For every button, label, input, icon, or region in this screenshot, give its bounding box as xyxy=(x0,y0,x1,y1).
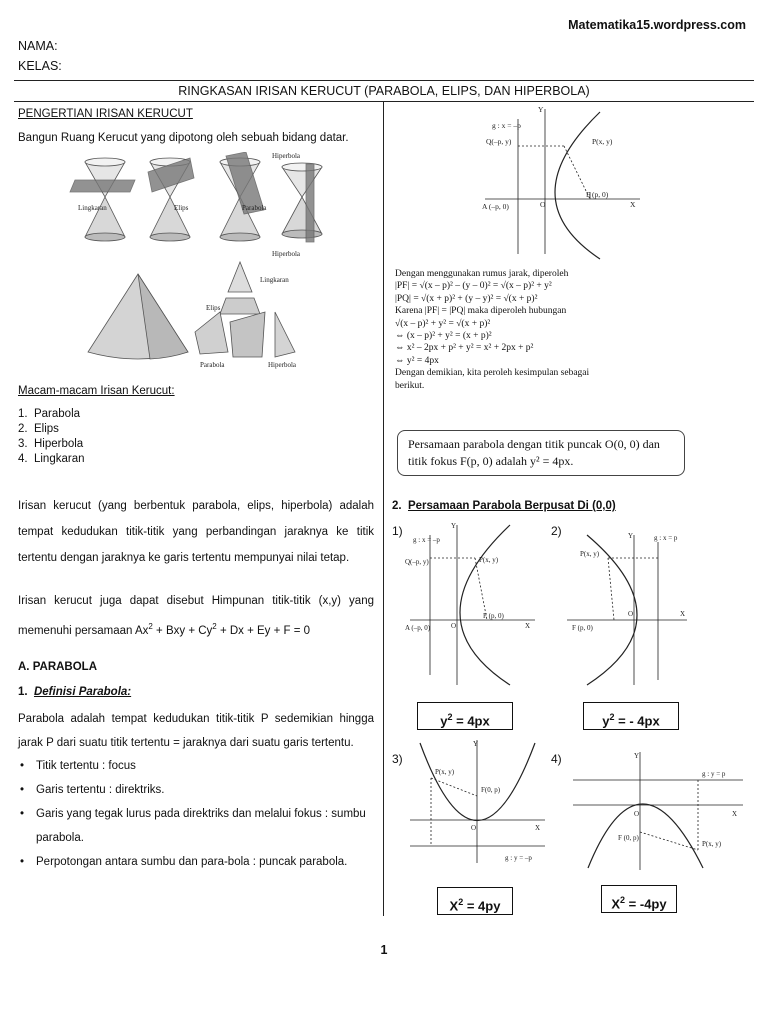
definisi-bullets xyxy=(18,754,374,874)
svg-text:Y: Y xyxy=(538,105,544,114)
page-title: RINGKASAN IRISAN KERUCUT (PARABOLA, ELIPS, DAN HIPERBOLA) xyxy=(14,80,754,102)
svg-text:Y: Y xyxy=(473,740,479,748)
label-lingkaran: Lingkaran xyxy=(78,204,107,212)
fig-1-graph xyxy=(405,520,545,690)
fig-2-number: 2) xyxy=(551,524,562,538)
svg-text:O: O xyxy=(471,824,477,832)
svg-text:A (–p, 0): A (–p, 0) xyxy=(405,624,431,632)
list-item: • Titik tertentu : focus xyxy=(18,754,374,778)
svg-text:F (0, p): F (0, p) xyxy=(618,834,639,842)
list-item: • Garis tertentu : direktriks. xyxy=(18,778,374,802)
page-number: 1 xyxy=(380,943,388,957)
svg-text:P(x, y): P(x, y) xyxy=(702,840,722,848)
definisi-text: Parabola adalah tempat kedudukan titik-titik P sedemikian hingga jarak P dari suatu titik tertentu = jaraknya dari suatu garis tertentu. xyxy=(18,713,374,749)
main-parabola-graph xyxy=(480,104,648,264)
definition-paragraph: Irisan kerucut (yang berbentuk parabola, elips, hiperbola) adalah tempat kedudukan titik-titik yang perbandingan jaraknya ke titik tertentu dengan jaraknya ke garis tertentu mempunyai nilai tetap. xyxy=(18,500,374,564)
section-2-heading: 2. Persamaan Parabola Berpusat Di (0,0) xyxy=(392,500,616,512)
kelas-label: KELAS: xyxy=(18,59,62,73)
equation-box-3: $X^2 = 4py$ xyxy=(437,887,513,915)
svg-text:P(x, y): P(x, y) xyxy=(435,768,455,776)
list-item: 4. Lingkaran xyxy=(18,453,85,465)
definisi-heading: 1. Definisi Parabola: xyxy=(18,686,132,698)
svg-text:X: X xyxy=(630,200,636,209)
equation-box-2: $y^2$ = - 4px xyxy=(583,702,679,730)
section-a-heading: A. PARABOLA xyxy=(18,661,98,673)
svg-text:A (–p, 0): A (–p, 0) xyxy=(482,202,509,211)
svg-text:Y: Y xyxy=(634,752,640,760)
list-item: 3. Hiperbola xyxy=(18,438,84,450)
label-parabola: Parabola xyxy=(242,204,267,212)
pengertian-heading: PENGERTIAN IRISAN KERUCUT xyxy=(18,108,193,120)
list-item: • Perpotongan antara sumbu dan para-bola : puncak parabola. xyxy=(18,850,374,874)
svg-text:g : x = –p: g : x = –p xyxy=(413,536,440,544)
svg-text:g : x = –p: g : x = –p xyxy=(492,121,521,130)
equation-box-1: $y^2 = 4px$ xyxy=(417,702,513,730)
label-lingkaran-2: Lingkaran xyxy=(260,276,289,284)
fig-3-number: 3) xyxy=(392,752,403,766)
fig-4-graph xyxy=(568,750,748,875)
derivation-text: Dengan menggunakan rumus jarak, diperoleh |PF| = √(x – p)² – (y – 0)² = √(x – p)² + y² |PQ| = √(x + p)² + (y – y)² = √(x + p)² Karena |PF| = |PQ| maka diperoleh hubungan √(x – p)² + y² = √(x + p)² ⇔ (x – p)² + y² = (x + p)² ⇔ x² – 2px + p² + y² = x² + 2px + p² ⇔ y² = 4px Dengan demikian, kita peroleh kesimpulan sebagai berikut. xyxy=(395,269,590,391)
svg-text:X: X xyxy=(525,622,531,630)
label-parabola-2: Parabola xyxy=(200,361,225,369)
svg-text:F (p, 0): F (p, 0) xyxy=(586,190,609,199)
svg-text:O: O xyxy=(628,610,634,618)
list-item: 2. Elips xyxy=(18,423,59,435)
svg-text:O: O xyxy=(634,810,640,818)
site-url: Matematika15.wordpress.com xyxy=(568,18,746,32)
column-divider xyxy=(383,101,384,916)
macam-list xyxy=(18,407,374,467)
svg-text:g : x = p: g : x = p xyxy=(654,534,678,542)
svg-text:P(x, y): P(x, y) xyxy=(592,137,613,146)
svg-text:g : y = p: g : y = p xyxy=(702,770,726,778)
label-hiperbola-2: Hiperbola xyxy=(268,361,296,369)
conclusion-box: Persamaan parabola dengan titik puncak O(0, 0) dan titik fokus F(p, 0) adalah y² = 4px. xyxy=(397,430,685,476)
list-item: 1. Parabola xyxy=(18,408,81,420)
equation-paragraph: Irisan kerucut juga dapat disebut Himpunan titik-titik (x,y) yang memenuhi persamaan $Ax^2$ + Bxy + $Cy^2 + Dx + Ey + F = 0$ xyxy=(18,595,374,637)
svg-text:Q(–p, y): Q(–p, y) xyxy=(405,558,429,566)
svg-text:g : y = –p: g : y = –p xyxy=(505,854,532,862)
svg-text:Y: Y xyxy=(628,532,634,540)
svg-text:P(x, y): P(x, y) xyxy=(580,550,600,558)
svg-text:F (p, 0): F (p, 0) xyxy=(483,612,504,620)
equation-box-4: $X^2 = -4py$ xyxy=(601,885,677,913)
svg-text:X: X xyxy=(732,810,738,818)
svg-text:O: O xyxy=(540,200,546,209)
svg-text:X: X xyxy=(535,824,541,832)
label-hiperbola-bottom: Hiperbola xyxy=(272,250,300,258)
cone-sections-figure xyxy=(50,152,340,374)
svg-text:O: O xyxy=(451,622,457,630)
svg-text:F (p, 0): F (p, 0) xyxy=(572,624,593,632)
svg-text:Q(–p, y): Q(–p, y) xyxy=(486,137,512,146)
label-elips-2: Elips xyxy=(206,304,221,312)
label-elips: Elips xyxy=(174,204,189,212)
label-hiperbola-top: Hiperbola xyxy=(272,152,300,160)
svg-text:F(0, p): F(0, p) xyxy=(481,786,501,794)
fig-1-number: 1) xyxy=(392,524,403,538)
list-item: • Garis yang tegak lurus pada direktriks dan melalui fokus : sumbu parabola. xyxy=(18,802,374,850)
pengertian-text: Bangun Ruang Kerucut yang dipotong oleh sebuah bidang datar. xyxy=(18,132,349,144)
macam-heading: Macam-macam Irisan Kerucut: xyxy=(18,385,175,397)
nama-label: NAMA: xyxy=(18,39,58,53)
fig-3-graph xyxy=(405,738,550,868)
svg-text:P(x, y): P(x, y) xyxy=(479,556,499,564)
fig-4-number: 4) xyxy=(551,752,562,766)
svg-text:X: X xyxy=(680,610,686,618)
svg-text:Y: Y xyxy=(451,522,457,530)
fig-2-graph xyxy=(562,530,692,690)
